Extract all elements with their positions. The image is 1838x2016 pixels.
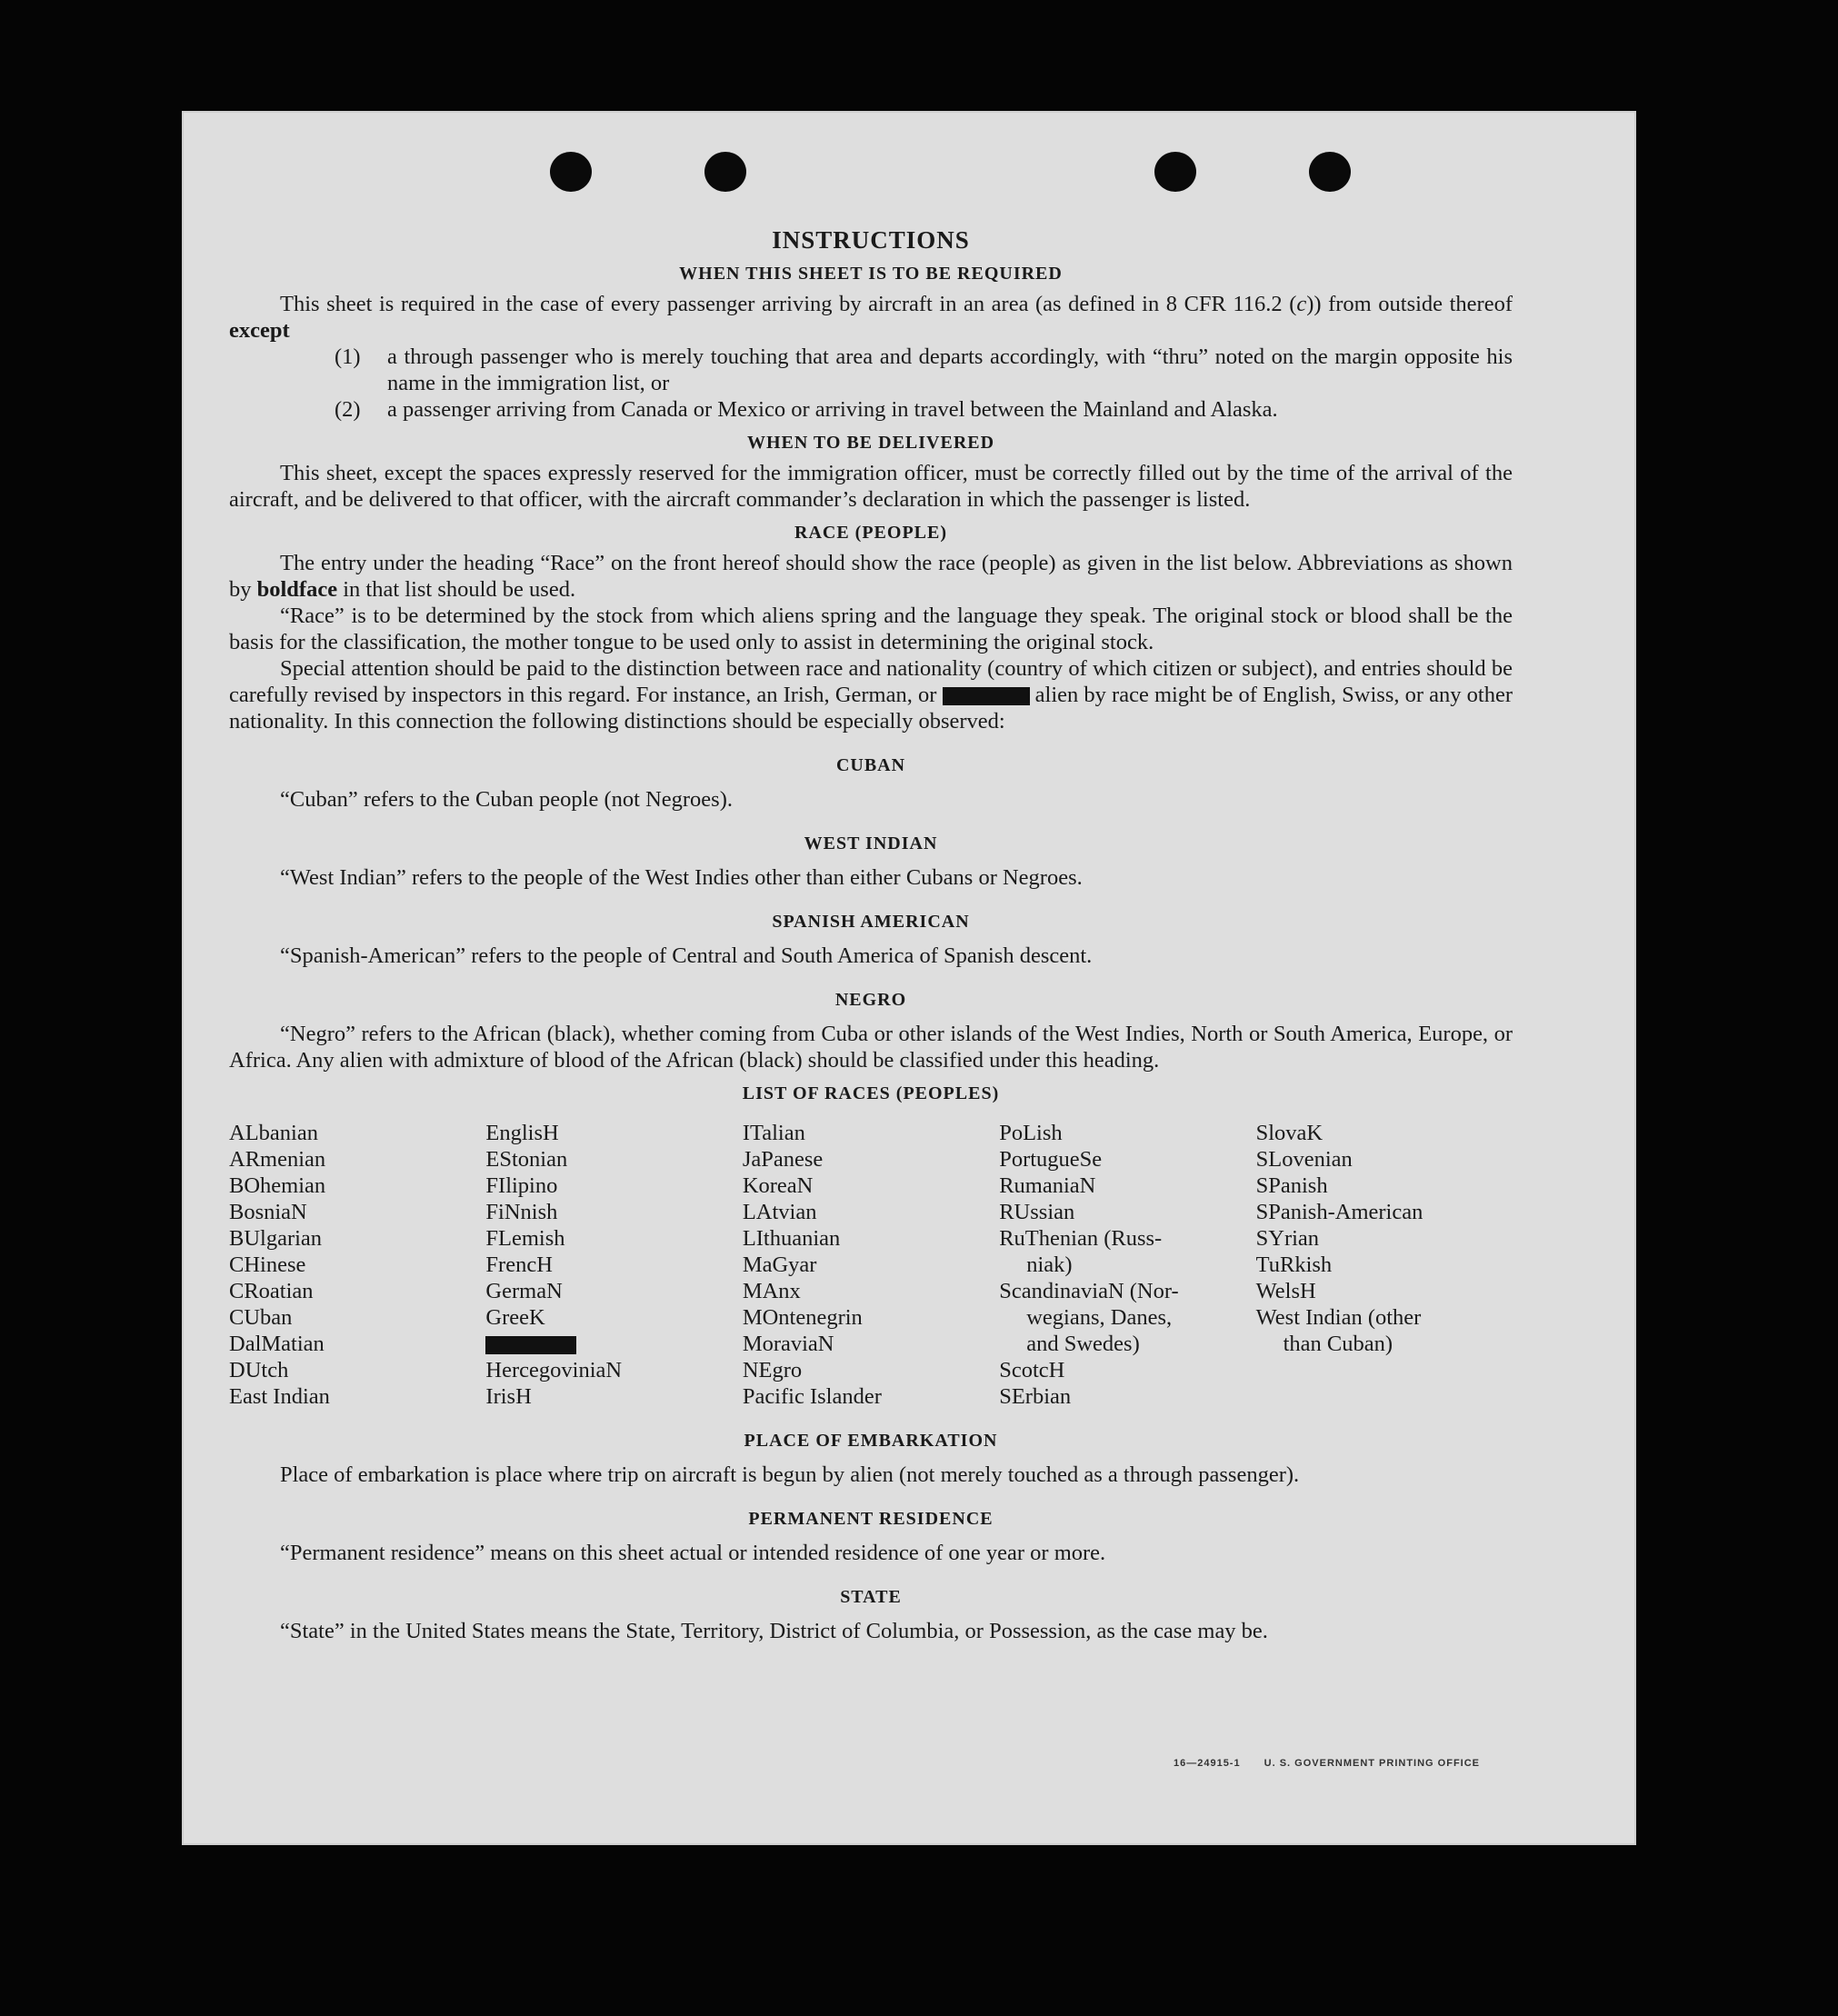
race-entry-continued: niak) — [1026, 1253, 1073, 1277]
heading-state: STATE — [840, 1587, 902, 1607]
cuban-text: “Cuban” refers to the Cuban people (not Negroes). — [280, 787, 733, 812]
race-entry-redacted — [485, 1331, 742, 1357]
race-entry: DalMatian — [229, 1332, 325, 1356]
races-column-3 — [743, 1120, 999, 1410]
race-entry-continued: wegians, Danes, — [1026, 1305, 1173, 1330]
heading-required: WHEN THIS SHEET IS TO BE REQUIRED — [679, 264, 1063, 284]
delivered-text: This sheet, except the spaces expressly reserved for the immigration officer, must be correctly filled out by the time of the arrival of the aircraft, and be delivered to that officer, with the aircraft commander’s declaration in which the passenger is listed. — [229, 461, 1513, 512]
printer-name: U. S. GOVERNMENT PRINTING OFFICE — [1264, 1758, 1480, 1769]
heading-race: RACE (PEOPLE) — [794, 523, 947, 543]
race-entry: RuThenian (Russ- — [999, 1226, 1163, 1251]
heading-embarkation: PLACE OF EMBARKATION — [744, 1431, 998, 1451]
race-entry: FrencH — [485, 1253, 553, 1277]
race-entry: BosniaN — [229, 1200, 307, 1224]
race-entry: DUtch — [229, 1358, 289, 1382]
race-entry: CHinese — [229, 1253, 306, 1277]
race-entry: MaGyar — [742, 1253, 817, 1277]
race-entry: EStonian — [485, 1147, 568, 1172]
exception-item-1: (1) a through passenger who is merely touching that area and departs accordingly, with “thru” noted on the margin opposite his name in the immigration list, or — [335, 344, 1513, 395]
race-entry: BUlgarian — [229, 1226, 323, 1251]
race-entry: ALbanian — [229, 1121, 318, 1145]
race-entry: SPanish-American — [1255, 1200, 1423, 1224]
race-entry-continued: than Cuban) — [1283, 1332, 1393, 1356]
required-intro: This sheet is required in the case of every passenger arriving by aircraft in an area (as defined in 8 CFR 116.2 (c)) from outside thereof except — [229, 292, 1513, 343]
page-title: INSTRUCTIONS — [772, 226, 970, 254]
race-entry: SPanish — [1255, 1173, 1328, 1198]
races-column-5 — [1256, 1120, 1513, 1410]
race-entry: MoraviaN — [742, 1332, 834, 1356]
race-entry: PortugueSe — [999, 1147, 1103, 1172]
race-paragraph-2: “Race” is to be determined by the stock from which aliens spring and the language they speak. The original stock or blood shall be the basis for the classification, the mother tongue to be used only to assist in determining the original stock. — [229, 604, 1513, 654]
race-paragraph-3: Special attention should be paid to the distinction between race and nationality (country of which citizen or subject), and entries should be carefully revised by inspectors in this regard. For instance, an Irish, German, or alien by race might be of English, Swiss, or any other nationality. In this connection the following distinctions should be especially observed: — [229, 656, 1513, 734]
west-indian-text: “West Indian” refers to the people of the West Indies other than either Cubans or Negroes. — [280, 865, 1083, 890]
races-column-1 — [229, 1120, 485, 1410]
heading-spanish-american: SPANISH AMERICAN — [772, 912, 970, 932]
embarkation-text: Place of embarkation is place where trip on aircraft is begun by alien (not merely touched as a through passenger). — [280, 1462, 1300, 1487]
race-entry: SlovaK — [1255, 1121, 1324, 1145]
race-entry: NEgro — [742, 1358, 803, 1382]
instructions-body — [229, 227, 1513, 1644]
race-entry: Pacific Islander — [742, 1384, 882, 1409]
instruction-sheet — [182, 111, 1636, 1845]
race-entry: SYrian — [1255, 1226, 1320, 1251]
race-entry: RumaniaN — [999, 1173, 1096, 1198]
race-entry: ITalian — [742, 1121, 805, 1145]
race-entry: GermaN — [485, 1279, 563, 1303]
race-paragraph-1: The entry under the heading “Race” on the front hereof should show the race (people) as given in the list below. Abbreviations as shown by boldface in that list should be used. — [229, 551, 1513, 602]
races-list — [229, 1120, 1513, 1410]
race-entry: JaPanese — [742, 1147, 824, 1172]
punch-hole — [550, 152, 592, 192]
race-entry: SErbian — [999, 1384, 1072, 1409]
redaction-bar — [943, 687, 1030, 705]
redaction-bar — [485, 1336, 576, 1354]
race-entry: TuRkish — [1255, 1253, 1333, 1277]
race-entry: MAnx — [742, 1279, 801, 1303]
races-column-4 — [999, 1120, 1255, 1410]
race-entry: KoreaN — [742, 1173, 814, 1198]
race-entry: MOntenegrin — [742, 1305, 863, 1330]
race-entry: HercegoviniaN — [485, 1358, 623, 1382]
heading-delivered: WHEN TO BE DELIVERED — [746, 433, 995, 453]
race-entry: RUssian — [999, 1200, 1075, 1224]
race-entry: GreeK — [485, 1305, 545, 1330]
race-entry: CUban — [229, 1305, 293, 1330]
race-entry: FIlipino — [485, 1173, 558, 1198]
race-entry: WelsH — [1255, 1279, 1316, 1303]
race-entry-continued: and Swedes) — [1026, 1332, 1140, 1356]
race-entry: FLemish — [485, 1226, 565, 1251]
race-entry: East Indian — [229, 1384, 330, 1409]
race-entry: CRoatian — [229, 1279, 314, 1303]
heading-residence: PERMANENT RESIDENCE — [748, 1509, 994, 1529]
race-entry: BOhemian — [229, 1173, 326, 1198]
printer-imprint — [1154, 1758, 1480, 1769]
race-entry: IrisH — [485, 1384, 532, 1409]
race-entry: LIthuanian — [742, 1226, 841, 1251]
state-text: “State” in the United States means the State, Territory, District of Columbia, or Possession, as the case may be. — [280, 1619, 1268, 1643]
heading-negro: NEGRO — [834, 990, 907, 1010]
race-entry: ScotcH — [999, 1358, 1065, 1382]
negro-text: “Negro” refers to the African (black), whether coming from Cuba or other islands of the West Indies, North or South America, Europe, or Africa. Any alien with admixture of blood of the African (black) should be classified under this heading. — [229, 1022, 1513, 1073]
race-entry: ARmenian — [229, 1147, 326, 1172]
race-entry: SLovenian — [1255, 1147, 1353, 1172]
race-entry: EnglisH — [485, 1121, 559, 1145]
residence-text: “Permanent residence” means on this sheet actual or intended residence of one year or more. — [280, 1541, 1106, 1565]
punch-hole — [1309, 152, 1351, 192]
race-entry: West Indian (other — [1255, 1305, 1422, 1330]
race-entry: ScandinaviaN (Nor- — [999, 1279, 1179, 1303]
punch-hole — [704, 152, 746, 192]
race-entry: LAtvian — [742, 1200, 817, 1224]
race-entry: FiNnish — [485, 1200, 558, 1224]
spanish-american-text: “Spanish-American” refers to the people of Central and South America of Spanish descent. — [280, 943, 1093, 968]
race-entry: PoLish — [999, 1121, 1063, 1145]
heading-races-list: LIST OF RACES (PEOPLES) — [742, 1083, 1000, 1103]
heading-west-indian: WEST INDIAN — [804, 833, 938, 853]
form-code: 16—24915-1 — [1173, 1758, 1241, 1769]
heading-cuban: CUBAN — [835, 755, 906, 775]
races-column-2 — [485, 1120, 742, 1410]
exception-item-2: (2) a passenger arriving from Canada or Mexico or arriving in travel between the Mainland and Alaska. — [335, 397, 1278, 422]
punch-hole — [1154, 152, 1196, 192]
